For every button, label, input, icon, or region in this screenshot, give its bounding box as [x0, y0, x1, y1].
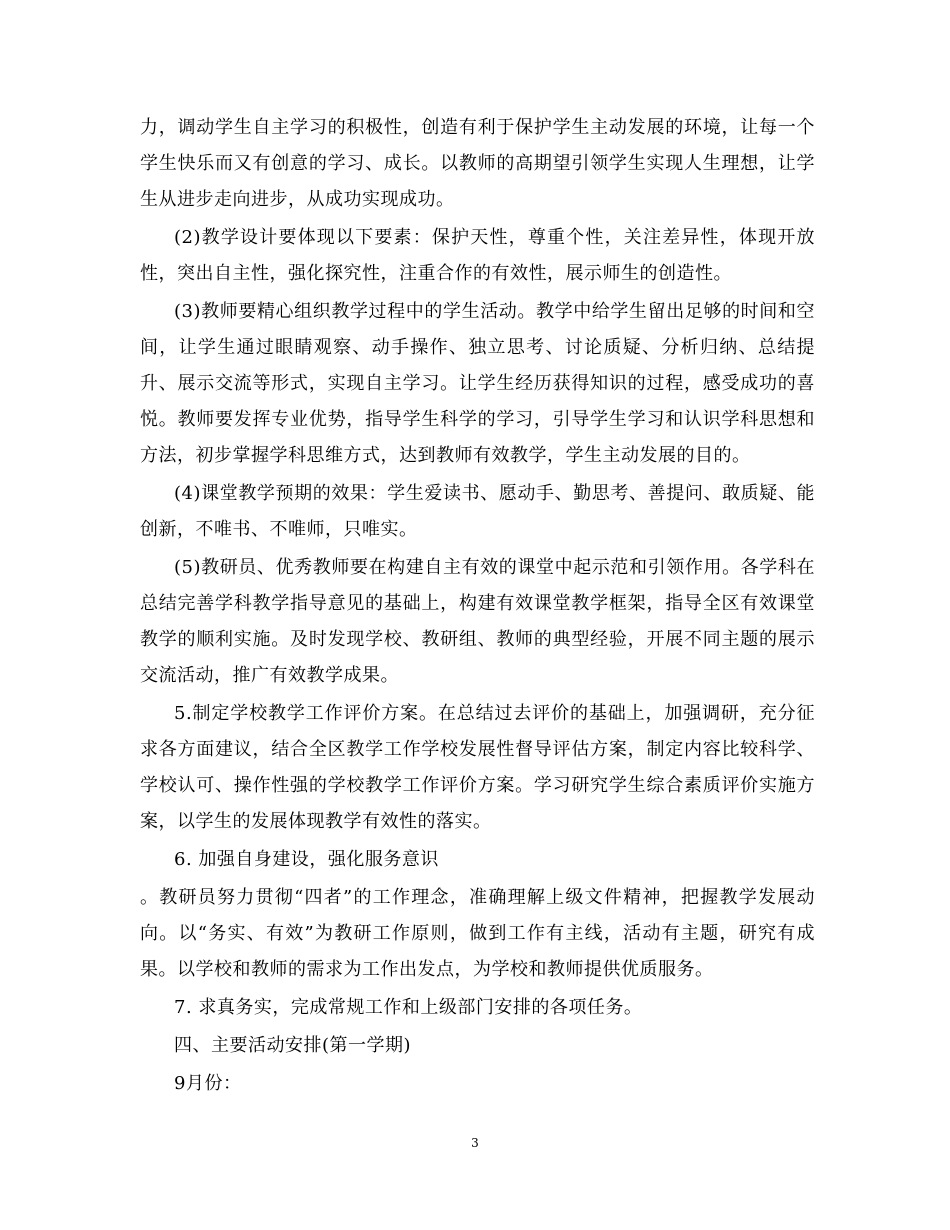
heading-section-6: 6. 加强自身建设，强化服务意识 — [174, 849, 439, 870]
paragraph-item-3: (3)教师要精心组织教学过程中的学生活动。教学中给学生留出足够的时间和空间，让学生通过眼睛观察、动手操作、独立思考、讨论质疑、分析归纳、总结提升、展示交流等形式，实现自主学习。让学生经历获得知识的过程，感受成功的喜悦。教师要发挥专业优势，指导学生科学的学习，引导学生学习和认识学科思想和方法，初步掌握学科思维方式，达到教师有效教学，学生主动发展的目的。 — [140, 301, 815, 466]
heading-september: 9月份： — [174, 1073, 242, 1094]
paragraph-item-5: (5)教研员、优秀教师要在构建自主有效的课堂中起示范和引领作用。各学科在总结完善学科教学指导意见的基础上，构建有效课堂教学框架，指导全区有效课堂教学的顺利实施。及时发现学校、教研组、教师的典型经验，开展不同主题的展示交流活动，推广有效教学成果。 — [140, 557, 815, 686]
heading-section-7: 7. 求真务实，完成常规工作和上级部门安排的各项任务。 — [174, 997, 643, 1018]
paragraph-continuation: 力，调动学生自主学习的积极性，创造有利于保护学生主动发展的环境，让每一个学生快乐而又有创意的学习、成长。以教师的高期望引领学生实现人生理想，让学生从进步走向进步，从成功实现成功。 — [140, 117, 815, 210]
heading-activities: 四、主要活动安排(第一学期) — [174, 1035, 412, 1056]
paragraph-section-5: 5.制定学校教学工作评价方案。在总结过去评价的基础上，加强调研，充分征求各方面建议，结合全区教学工作学校发展性督导评估方案，制定内容比较科学、学校认可、操作性强的学校教学工作评价方案。学习研究学生综合素质评价实施方案，以学生的发展体现教学有效性的落实。 — [140, 703, 815, 832]
page-number: 3 — [471, 1136, 479, 1150]
paragraph-section-6-body: 。教研员努力贯彻“四者”的工作理念，准确理解上级文件精神，把握教学发展动向。以“务实、有效”为教研工作原则，做到工作有主线，活动有主题，研究有成果。以学校和教师的需求为工作出发点，为学校和教师提供优质服务。 — [140, 887, 815, 980]
document-body — [140, 110, 815, 1104]
paragraph-item-2: (2)教学设计要体现以下要素：保护天性，尊重个性，关注差异性，体现开放性，突出自主性，强化探究性，注重合作的有效性，展示师生的创造性。 — [140, 227, 815, 284]
paragraph-item-4: (4)课堂教学预期的效果：学生爱读书、愿动手、勤思考、善提问、敢质疑、能创新，不唯书、不唯师，只唯实。 — [140, 483, 815, 540]
